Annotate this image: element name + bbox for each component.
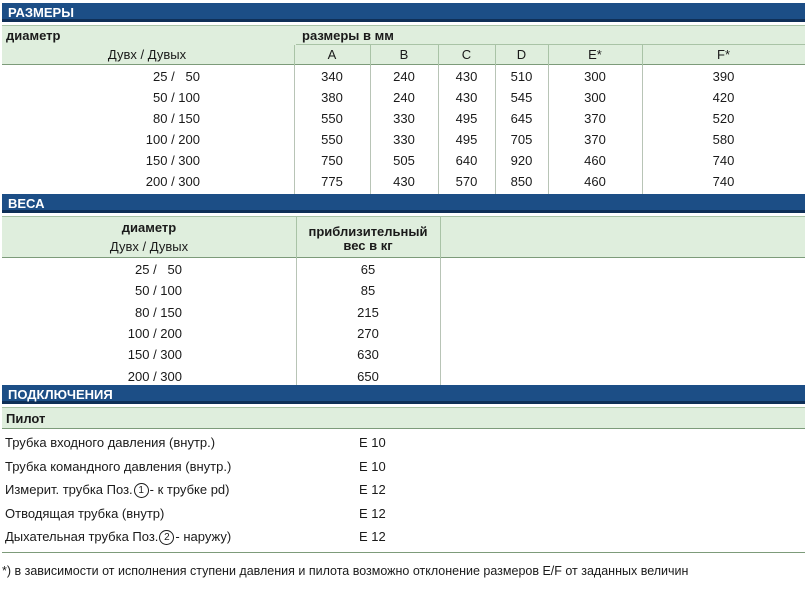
- connections-row-label: Трубка командного давления (внутр.): [5, 459, 232, 474]
- sizes-dn-label: Дувх / Дувых: [107, 47, 187, 62]
- sizes-cell: 370: [584, 132, 606, 147]
- weights-row-dn: 100 / 200: [127, 326, 182, 341]
- sizes-cell: 520: [712, 111, 735, 126]
- sizes-cell: 775: [321, 174, 343, 189]
- connections-row-label: Отводящая трубка (внутр): [5, 506, 165, 521]
- sizes-cell: 645: [510, 111, 533, 126]
- weights-section-header: ВЕСА: [2, 194, 805, 213]
- sizes-cell: 300: [584, 69, 606, 84]
- sizes-cell: 430: [455, 90, 478, 105]
- sizes-cell: 330: [393, 111, 415, 126]
- sizes-cell: 240: [393, 69, 415, 84]
- sizes-row-dn: 200 / 300: [145, 174, 200, 189]
- sizes-row-dn: 80 / 150: [153, 111, 200, 126]
- sizes-section-header: РАЗМЕРЫ: [2, 3, 805, 22]
- sizes-row-dn: 50 / 100: [153, 90, 200, 105]
- sizes-cell: 740: [712, 153, 735, 168]
- weights-row-dn: 50 / 100: [135, 283, 182, 298]
- weights-weight-label-1: приблизительный: [308, 224, 428, 239]
- sizes-cell: 545: [510, 90, 533, 105]
- sizes-diameter-label: диаметр: [6, 28, 61, 43]
- sizes-row-dn: 100 / 200: [145, 132, 200, 147]
- sizes-col-header: C: [461, 47, 472, 62]
- sizes-cell: 570: [455, 174, 478, 189]
- connections-row-value: E 12: [359, 482, 386, 497]
- weights-weight-label-2: вес в кг: [343, 238, 393, 253]
- sizes-dims-label: размеры в мм: [302, 28, 394, 43]
- sizes-cell: 460: [584, 174, 606, 189]
- weights-diameter-label: диаметр: [121, 220, 177, 235]
- sizes-cell: 370: [584, 111, 606, 126]
- connections-row-label: Трубка входного давления (внутр.): [5, 435, 216, 450]
- sizes-cell: 550: [321, 132, 343, 147]
- sizes-col-header: B: [399, 47, 409, 62]
- sizes-cell: 505: [393, 153, 415, 168]
- sizes-cell: 430: [455, 69, 478, 84]
- connections-row-label: [5, 482, 230, 498]
- sizes-cell: 705: [510, 132, 533, 147]
- sizes-cell: 580: [712, 132, 735, 147]
- connections-pilot-band: [2, 407, 805, 429]
- weights-row-value: 270: [357, 326, 379, 341]
- sizes-cell: 420: [712, 90, 735, 105]
- sizes-header-band: [2, 25, 805, 65]
- connections-row-value: E 12: [359, 506, 386, 521]
- footnote: *) в зависимости от исполнения ступени давления и пилота возможно отклонение размеров E/F от заданных величин: [2, 564, 689, 578]
- weights-header-band: [2, 216, 805, 258]
- sizes-col-header: D: [516, 47, 527, 62]
- sizes-cell: 740: [712, 174, 735, 189]
- sizes-cell: 495: [455, 132, 478, 147]
- connections-row-label: [5, 529, 231, 545]
- sizes-col-header: F*: [717, 47, 730, 62]
- connections-row-label-post: - наружу): [175, 529, 232, 544]
- weights-row-dn: 80 / 150: [135, 305, 182, 320]
- weights-row-value: 630: [357, 347, 379, 362]
- sizes-row-dn: 25 / 50: [153, 69, 200, 84]
- connections-row-value: E 10: [359, 459, 386, 474]
- weights-row-value: 215: [357, 305, 379, 320]
- weights-row-dn: 25 / 50: [135, 262, 182, 277]
- weights-dn-label: Дувх / Дувых: [109, 239, 189, 254]
- sizes-cell: 390: [712, 69, 735, 84]
- sizes-cell: 850: [510, 174, 533, 189]
- sizes-row-dn: 150 / 300: [145, 153, 200, 168]
- connections-row-label-pre: Измерит. трубка Поз.: [5, 482, 133, 497]
- weights-row-value: 85: [360, 283, 376, 298]
- sizes-cell: 495: [455, 111, 478, 126]
- sizes-cell: 380: [321, 90, 343, 105]
- sizes-cell: 640: [455, 153, 478, 168]
- connections-row-label-post: - к трубке pd): [149, 482, 230, 497]
- connections-row-value: E 10: [359, 435, 386, 450]
- sizes-cell: 240: [393, 90, 415, 105]
- weights-row-value: 650: [357, 369, 379, 384]
- connections-section-header: ПОДКЛЮЧЕНИЯ: [2, 385, 805, 404]
- position-marker: 2: [159, 530, 174, 545]
- weights-row-dn: 200 / 300: [127, 369, 182, 384]
- weights-row-dn: 150 / 300: [127, 347, 182, 362]
- sizes-col-header: A: [327, 47, 337, 62]
- sizes-col-header: E*: [588, 47, 602, 62]
- sizes-cell: 510: [510, 69, 533, 84]
- sizes-cell: 550: [321, 111, 343, 126]
- weights-row-value: 65: [360, 262, 376, 277]
- connections-row-value: E 12: [359, 529, 386, 544]
- sizes-cell: 330: [393, 132, 415, 147]
- connections-pilot-label: Пилот: [6, 411, 46, 426]
- connections-row-label-pre: Дыхательная трубка Поз.: [5, 529, 159, 544]
- sizes-cell: 340: [321, 69, 343, 84]
- sizes-cell: 300: [584, 90, 606, 105]
- position-marker: 1: [134, 483, 149, 498]
- sizes-cell: 920: [510, 153, 533, 168]
- sizes-cell: 430: [393, 174, 415, 189]
- sizes-cell: 460: [584, 153, 606, 168]
- sizes-cell: 750: [321, 153, 343, 168]
